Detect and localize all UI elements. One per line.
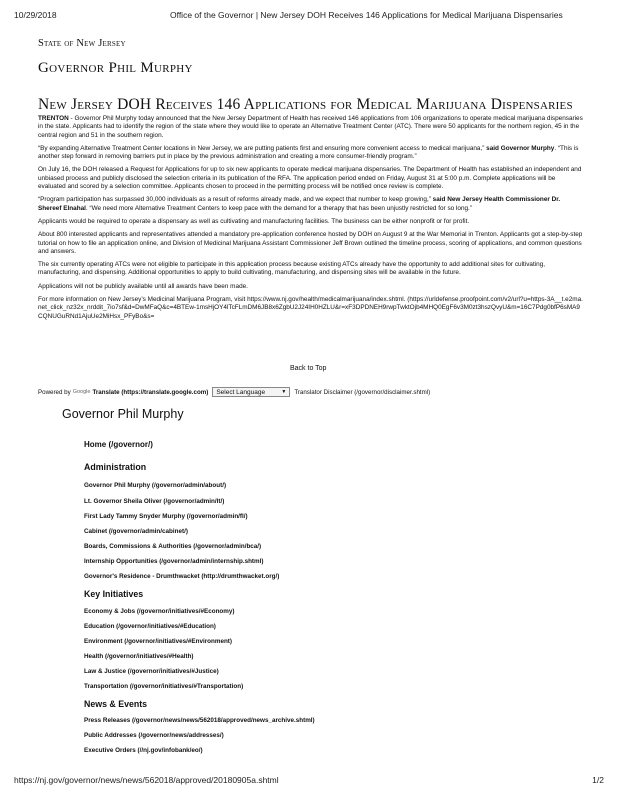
dateline: TRENTON — [38, 115, 69, 122]
footer-link[interactable]: Executive Orders (//nj.gov/infobank/eo/) — [84, 747, 203, 754]
quote-attribution: said New Jersey Health Commissioner Dr. Shereef Elnahal — [38, 196, 561, 212]
language-select[interactable] — [212, 387, 290, 397]
footer-link[interactable]: Public Addresses (/governor/news/addresses/) — [84, 732, 224, 739]
footer-link[interactable]: Transportation (/governor/initiatives/#Transportation) — [84, 683, 244, 690]
footer-link[interactable]: Governor's Residence - Drumthwacket (http://drumthwacket.org/) — [84, 573, 280, 580]
print-page-number: 1/2 — [592, 775, 604, 785]
article-paragraph: “Program participation has surpassed 30,000 individuals as a result of reforms already made, and we expect that number to keep growing,” said New Jersey Health Commissioner Dr. Shereef Elnahal. “We need more Alternative Treatment Centers to keep pace with the demand for a therapy that has been unjustly restricted for so long.” — [38, 196, 561, 212]
footer-link[interactable]: Economy & Jobs (/governor/initiatives/#Economy) — [84, 608, 235, 615]
google-logo: Google — [72, 389, 91, 395]
article-paragraph: “By expanding Alternative Treatment Center locations in New Jersey, we are putting patients first and ensuring more convenient access to medical marijuana,” said Governor Murphy. “This is another step forward in removing barriers put in place by the previous administration and creating a more consumer-friendly program.” — [38, 144, 579, 161]
language-select-value: Select Language — [216, 388, 266, 396]
article-body — [38, 115, 583, 326]
governor-site-title-link[interactable]: Governor Phil Murphy — [38, 60, 193, 76]
print-document-title: Office of the Governor | New Jersey DOH Receives 146 Applications for Medical Marijuana Dispensaries — [170, 10, 563, 20]
footer-home-link[interactable]: Home (/governor/) — [84, 440, 153, 449]
article-paragraph: Applications will not be publicly available until all awards have been made. — [38, 282, 248, 290]
back-to-top-link[interactable]: Back to Top — [290, 365, 327, 372]
article-paragraph: About 800 interested applicants and representatives attended a mandatory pre-application conference hosted by DOH on August 9 at the War Memorial in Trenton. Applicants got a step-by-step tutorial on how to file an application online, and Division of Medicinal Marijuana Assistant Commissioner Jeff Brown outlined the timeline process, scoring of applications, and common questions and answers. — [38, 231, 583, 255]
footer-link[interactable]: Internship Opportunities (/governor/admin/internship.shtml) — [84, 558, 264, 565]
footer-link[interactable]: First Lady Tammy Snyder Murphy (/governor/admin/fl/) — [84, 513, 248, 520]
print-url: https://nj.gov/governor/news/news/562018/approved/20180905a.shtml — [14, 775, 279, 785]
translator-disclaimer-link[interactable]: Translator Disclaimer (/governor/disclaimer.shtml) — [294, 388, 431, 396]
footer-link[interactable]: Governor Phil Murphy (/governor/admin/about/) — [84, 482, 227, 489]
powered-by-label: Powered by — [38, 388, 71, 396]
article-paragraph: The six currently operating ATCs were not eligible to participate in this application process because existing ATCs already have the opportunity to add additional sites for cultivating, manufacturing, and dispensing. Additional opportunities to apply to build cultivating, manufacturing, and dispensing sites will be available in the future. — [38, 261, 546, 277]
footer-link[interactable]: Environment (/governor/initiatives/#Environment) — [84, 638, 233, 645]
footer-link[interactable]: Health (/governor/initiatives/#Health) — [84, 653, 194, 660]
footer-link[interactable]: Press Releases (/governor/news/news/562018/approved/news_archive.shtml) — [84, 717, 315, 724]
print-date: 10/29/2018 — [14, 10, 57, 20]
footer-link[interactable]: Lt. Governor Sheila Oliver (/governor/admin/lt/) — [84, 498, 225, 505]
dropdown-arrow-icon: ▼ — [281, 389, 287, 395]
more-info-link[interactable]: For more information on New Jersey’s Medicinal Marijuana Program, visit https://www.nj.gov/health/medicalmarijuana/index.shtml. (https://urldefense.proofpoint.com/v2/url?u=https-3A__t.e2ma.net_click_nz32x_nrddit_7io7sf&d=DwMFaQ&c=4BTEw-1msHjOY4lTcFLmDM6JB8x6ZgbU2J24IH0HZLU&r=xF3DPDNEH9rwpTwktOjb4MHQ0EgF6v3M0zt3hszQvyU&m=16C7Pdg0bfP6sMA9CQNUGuRNd1AjuUe2MiHsx_PFyBo&s= — [38, 296, 583, 320]
article-paragraph: Applicants would be required to operate a dispensary as well as cultivating and manufacturing facilities. The business can be either nonprofit or for profit. — [38, 217, 470, 225]
translate-bar — [38, 387, 430, 397]
footer-title: Governor Phil Murphy — [62, 407, 184, 421]
footer-section-news-events: News & Events — [84, 699, 148, 709]
article-paragraph: On July 16, the DOH released a Request for Applications for up to six new applicants to operate medical marijuana dispensaries. The Department of Health has established an independent and unbiased process and publicly disclosed the selection criteria in its publication of the RFA. The application period ended on Friday, August 31 at 5:00 p.m. Complete applications will be evaluated and scored by a selection committee. Applicants chosen to proceed in the permitting process will be notified once review is complete. — [38, 166, 582, 191]
footer-link[interactable]: Law & Justice (/governor/initiatives/#Justice) — [84, 668, 219, 675]
state-of-new-jersey-link[interactable]: State of New Jersey — [38, 38, 126, 49]
footer-link[interactable]: Education (/governor/initiatives/#Education) — [84, 623, 216, 630]
article-paragraph: TRENTON - Governor Phil Murphy today announced that the New Jersey Department of Health has received 146 applications from 106 organizations to operate medical marijuana dispensaries in the state. Applicants had to identify the region of the state where they would like to operate an Alternative Treatment Center (ATC). There were 50 applicants for the northern region, 45 in the central region and 51 in the southern region. — [38, 115, 583, 139]
footer-section-administration: Administration — [84, 462, 147, 472]
footer-section-key-initiatives: Key Initiatives — [84, 589, 144, 599]
quote-attribution: said Governor Murphy — [486, 144, 555, 152]
google-translate-link[interactable]: Translate (https://translate.google.com) — [92, 388, 209, 396]
footer-link[interactable]: Cabinet (/governor/admin/cabinet/) — [84, 528, 188, 535]
article-headline: New Jersey DOH Receives 146 Applications for Medical Marijuana Dispensaries — [38, 96, 573, 113]
footer-link[interactable]: Boards, Commissions & Authorities (/governor/admin/bca/) — [84, 543, 262, 550]
